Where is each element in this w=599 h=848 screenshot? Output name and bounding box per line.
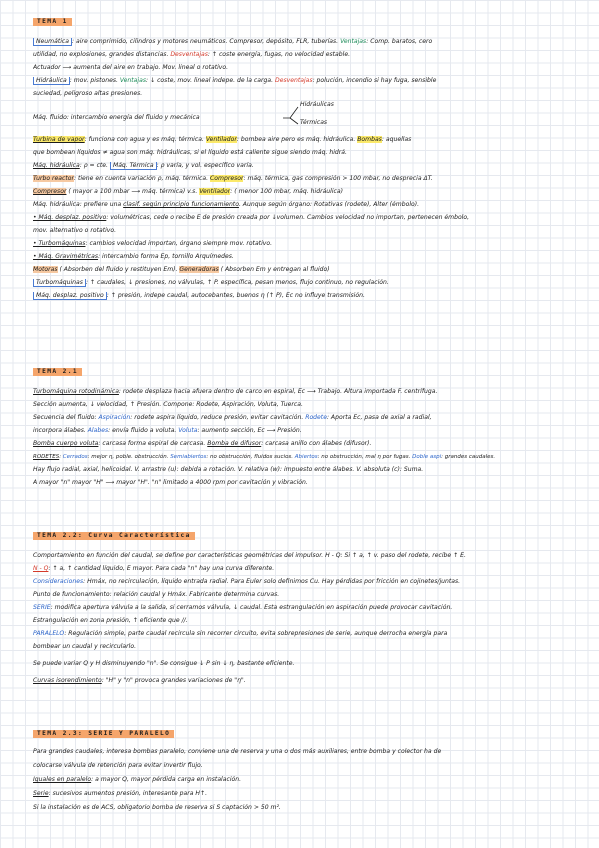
note-line: Iguales en paralelo: a mayor Q, mayor pérdida carga en instalación. [33, 776, 242, 783]
note-line: Máq. desplaz. positivo : ↑ presión, indepe caudal, autocebantes, buenos η (↑ P), Ec no influye transmisión. [33, 292, 585, 300]
branch-bracket [282, 104, 302, 126]
note-line: N - Q: ↑ a, ↑ cantidad líquido, E mayor. Para cada "n" hay una curva diferente. [33, 565, 275, 572]
note-line: Turbomáquinas : ↑ caudales, ↓ presiones, no válvulas, ↑ P. específica, pesan menos, flujo continuo, no regulación. [33, 279, 585, 287]
note-line: Máq. hidráulica: ρ = cte. Máq. Térmica : ρ varía, y vol. específico varía. [33, 162, 254, 169]
note-line: • Turbomáquinas: cambios velocidad importan, órgano siempre mov. rotativo. [33, 240, 273, 247]
label-desventajas: Desventajas [170, 51, 208, 58]
note-line: • Máq. Gravimétricas: intercambio forma Ep, tornillo Arquímedes. [33, 253, 234, 260]
section-title: TEMA 1 [33, 18, 72, 26]
note-line: Si la instalación es de ACS, obligatorio bomba de reserva si S captación > 50 m². [33, 804, 281, 811]
note-line: Secuencia del fluido: Aspiración: rodete aspira líquido, reduce presión, evitar cavitación. Rodete: Aporta Ec, pasa de axial a radial, [33, 414, 432, 421]
note-line: Para grandes caudales, interesa bombas paralelo, conviene una de reserva y una o dos más auxiliares, entre bomba y colector ha de [33, 748, 442, 755]
note-line: Comportamiento en función del caudal, se define por características geométricas del impulsor. H - Q: Si ↑ a, ↑ v. paso del rodete, recibe ↑ E. [33, 552, 466, 559]
note-line: Curvas isorendimiento: "H" y "n" provoca grandes variaciones de "η". [33, 677, 246, 684]
note-line: colocarse válvula de retención para evitar invertir flujo. [33, 762, 203, 769]
note-line: Hay flujo radial, axial, helicoidal. V. arrastre (u): debida a rotación. V. relativa (w): impuesto entre álabes. V. absoluta (c): Suma. [33, 466, 424, 473]
section-title: TEMA 2.2: Curva Característica [33, 532, 195, 540]
note-line: Actuador ⟶ aumenta del aire en trabajo. Mov. lineal o rotativo. [33, 64, 229, 71]
note-line: A mayor "n" mayor "H" ⟶ mayor "H". "n" limitado a 4000 rpm por cavitación y vibración. [33, 479, 308, 486]
note-line: Máq. fluido: intercambio energía del fluido y mecánica [33, 114, 200, 121]
note-line: Motoras ( Absorben del fluido y restituyen Em). Generadoras ( Absorben Em y entregan al fluido) [33, 266, 330, 273]
section-title: TEMA 2.1 [33, 368, 82, 376]
note-line: incorpora álabes. Álabes: envía fluido a voluta. Voluta: aumento sección, Ec ⟶ Presión. [33, 427, 302, 434]
note-line: Consideraciones: Hmáx, no recirculación, líquido entrada radial. Para Euler solo definimos Cu. Hay pérdidas por fricción en cojinetes/juntas. [33, 578, 461, 585]
note-line: mov. alternativo o rotativo. [33, 227, 117, 234]
note-line: Turbomáquina rotodinámica: rodete desplaza hacia afuera dentro de carco en espiral, Ec ⟶ Trabajo. Altura importada F. centrífuga. [33, 388, 438, 395]
branch-label: Térmicas [300, 119, 328, 126]
note-line: PARALELO: Regulación simple, parte caudal recircula sin recorrer circuito, evita sobrepresiones de serie, aunque derrocha energía para [33, 630, 448, 637]
note-line: bombear un caudal y recircularlo. [33, 643, 137, 650]
note-line: Sección aumenta, ↓ velocidad, ↑ Presión. Compone: Rodete, Aspiración, Voluta, Tuerca. [33, 401, 303, 408]
note-line: suciedad, peligroso altas presiones. [33, 90, 143, 97]
note-line: Serie: sucesivos aumentos presión, interesante para H↑. [33, 790, 208, 797]
note-line: Turbo reactor: tiene en cuenta variación ρ, máq. térmica. Compresor: máq. térmica, gas compresión > 100 mbar, no desprecia ΔT. [33, 175, 433, 182]
term-hidraulica: Hidráulica [33, 77, 70, 85]
note-line: Compresor ( mayor a 100 mbar ⟶ máq. térmica) v.s. Ventilador: ( menor 100 mbar, máq. hidráulica) [33, 188, 344, 195]
note-line: RODETES: Cerrados: mejor η, poble. obstrucción. Semiabiertos: no obstrucción, fluidos sucios. Abiertos: no obstrucción, mal η por fugas. Doble aspi: grandes caudales. [33, 454, 496, 460]
note-line: SERIE: modifica apertura válvula a la salida, si cerramos válvula, ↓ caudal. Esta estrangulación en aspiración puede provocar cavitación. [33, 604, 453, 611]
note-line: Estrangulación en zona presión, ↑ eficiente que //. [33, 617, 188, 624]
term-neumatica: Neumática [33, 38, 72, 46]
note-line: Neumática : aire comprimido, cilindros y motores neumáticos. Compresor, depósito, FLR, tuberías. Ventajas: Comp. baratos, cero [33, 38, 585, 46]
branch-label: Hidráulicas [300, 101, 334, 108]
note-line: Bomba cuerpo voluta: carcasa forma espiral de carcasa. Bomba de difusor: carcasa anillo con álabes (difusor). [33, 440, 372, 447]
section-title: TEMA 2.3: SERIE Y PARALELO [33, 730, 174, 738]
note-line: Punto de funcionamiento: relación caudal y Hmáx. Fabricante determina curvas. [33, 591, 280, 598]
note-line: Hidráulica : mov. pistones. Ventajas: ↓ coste, mov. lineal indepe. de la carga. Desventajas: polución, incendio si hay fuga, sensible [33, 77, 585, 85]
label-ventajas: Ventajas [340, 38, 367, 45]
note-line: que bombean líquidos ≠ agua son máq. hidráulicas, si el líquido está caliente sigue siendo máq. hidrá. [33, 149, 347, 156]
note-line: utilidad, no explosiones, grandes distancias. Desventajas: ↑ coste energía, fugas, no velocidad estable. [33, 51, 351, 58]
note-line: Máq. hidráulica: prefiere una clasif. según principio funcionamiento. Aunque según órgano: Rotativas (rodete), Alter (émbolo). [33, 201, 420, 208]
note-line: Turbina de vapor: funciona con agua y es máq. térmica. Ventilador: bombea aire pero es máq. hidráulica. Bombas: aquellas [33, 136, 412, 143]
note-line: Se puede variar Q y H disminuyendo "n". Se consigue ↓ P sin ↓ η, bastante eficiente. [33, 660, 295, 667]
note-line: • Máq. desplaz. positivo: volumétricas, cede o recibe E de presión creada por ↓volumen. Cambios velocidad no importan, pertenecen émbolo, [33, 214, 470, 221]
